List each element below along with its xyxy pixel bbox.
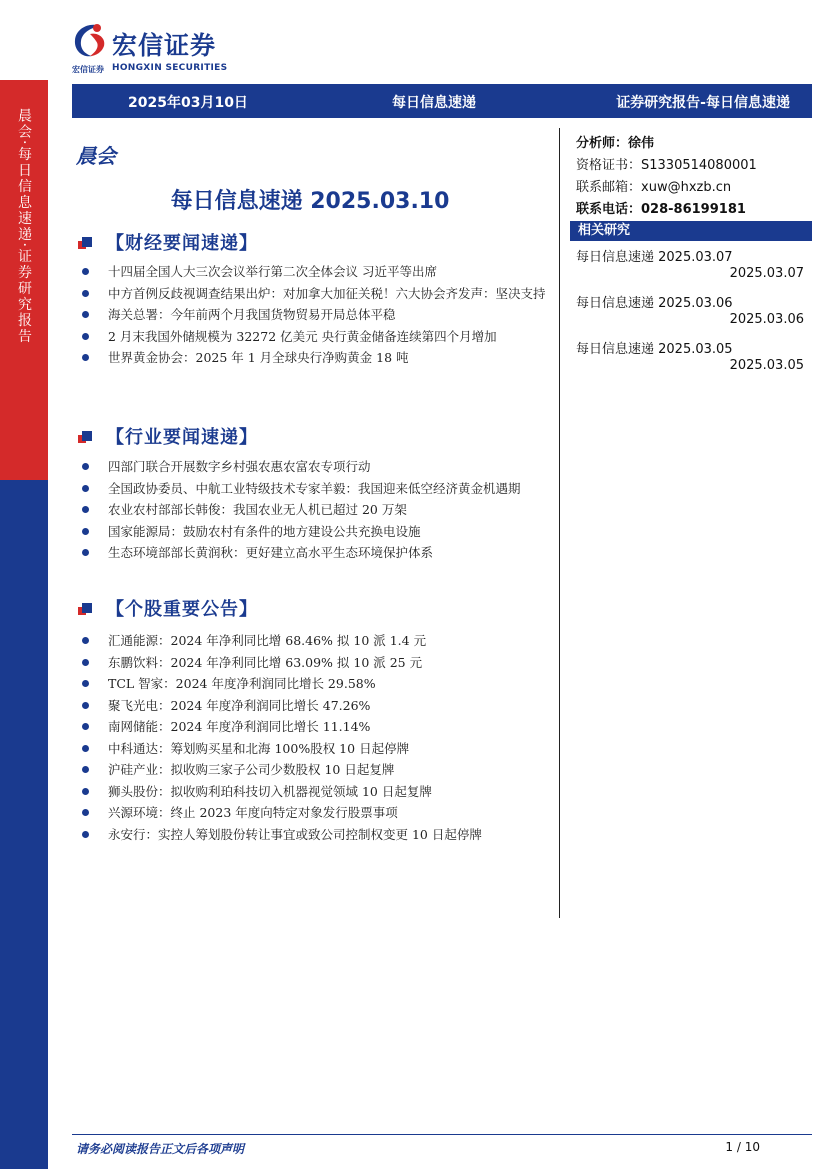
related-item[interactable] xyxy=(576,244,806,290)
section-title: 【财经要闻速递】 xyxy=(106,233,258,254)
related-item[interactable] xyxy=(576,290,806,336)
email-label: 联系邮箱： xyxy=(576,180,642,195)
bullet-icon xyxy=(82,831,89,838)
related-research-header: 相关研究 xyxy=(570,221,812,241)
bullet-icon xyxy=(82,702,89,709)
company-logo xyxy=(68,20,268,75)
section-header-finance xyxy=(78,228,258,256)
related-item[interactable] xyxy=(576,336,806,382)
phone-row xyxy=(576,199,812,221)
list-item: 农业农村部部长韩俊：我国农业无人机已超过 20 万架 xyxy=(80,499,546,521)
side-banner xyxy=(0,80,48,480)
cert-label: 资格证书： xyxy=(576,158,642,173)
footer-divider xyxy=(72,1134,812,1135)
page-number: 1 / 10 xyxy=(725,1140,760,1154)
list-item: 中方首例反歧视调查结果出炉：对加拿大加征关税！六大协会齐发声：坚决支持 xyxy=(80,283,546,305)
list-item: 聚飞光电：2024 年度净利润同比增长 47.26% xyxy=(80,695,546,717)
analyst-name: 徐伟 xyxy=(628,136,655,151)
list-item: 汇通能源：2024 年净利同比增 68.46% 拟 10 派 1.4 元 xyxy=(80,630,546,652)
section-marker-icon xyxy=(78,428,94,444)
bullet-icon xyxy=(82,809,89,816)
logo-mark-icon xyxy=(70,20,110,64)
list-item: 中科通达：筹划购买星和北海 100%股权 10 日起停牌 xyxy=(80,738,546,760)
news-list-stocks xyxy=(80,630,546,845)
list-item: 狮头股份：拟收购利珀科技切入机器视觉领域 10 日起复牌 xyxy=(80,781,546,803)
section-header-industry xyxy=(78,422,258,450)
bullet-icon xyxy=(82,463,89,470)
bullet-icon xyxy=(82,680,89,687)
related-item-date: 2025.03.07 xyxy=(729,266,804,281)
list-item: TCL 智家：2024 年度净利润同比增长 29.58% xyxy=(80,673,546,695)
page-title: 每日信息速递 2025.03.10 xyxy=(170,189,450,214)
bullet-icon xyxy=(82,485,89,492)
list-item: 兴源环境：终止 2023 年度向特定对象发行股票事项 xyxy=(80,802,546,824)
bullet-icon xyxy=(82,766,89,773)
related-item-title[interactable]: 每日信息速递 2025.03.07 xyxy=(576,250,733,265)
logo-name: 宏信证券 xyxy=(112,31,217,60)
bullet-icon xyxy=(82,290,89,297)
list-item: 沪硅产业：拟收购三家子公司少数股权 10 日起复牌 xyxy=(80,759,546,781)
phone-label: 联系电话： xyxy=(576,202,642,217)
email-link[interactable]: xuw@hxzb.cn xyxy=(641,180,732,195)
logo-sub-cn: 宏信证券 xyxy=(72,65,104,74)
logo-sub-en: HONGXIN SECURITIES xyxy=(112,63,228,73)
bullet-icon xyxy=(82,311,89,318)
bullet-icon xyxy=(82,354,89,361)
bullet-icon xyxy=(82,549,89,556)
bullet-icon xyxy=(82,788,89,795)
list-item: 四部门联合开展数字乡村强农惠农富农专项行动 xyxy=(80,456,546,478)
list-item: 国家能源局：鼓励农村有条件的地方建设公共充换电设施 xyxy=(80,521,546,543)
side-banner-text: 晨会·每日信息速递·证券研究报告 xyxy=(16,108,32,345)
list-item: 永安行：实控人筹划股份转让事宜或致公司控制权变更 10 日起停牌 xyxy=(80,824,546,846)
header-right: 证券研究报告-每日信息速递 xyxy=(616,95,790,111)
related-item-date: 2025.03.05 xyxy=(729,358,804,373)
bullet-icon xyxy=(82,745,89,752)
related-item-date: 2025.03.06 xyxy=(729,312,804,327)
related-item-title[interactable]: 每日信息速递 2025.03.06 xyxy=(576,296,733,311)
email-row xyxy=(576,177,812,199)
section-header-stocks xyxy=(78,594,258,622)
related-item-title[interactable]: 每日信息速递 2025.03.05 xyxy=(576,342,733,357)
related-research-list xyxy=(576,244,806,382)
list-item: 生态环境部部长黄润秋：更好建立高水平生态环境保护体系 xyxy=(80,542,546,564)
list-item: 东鹏饮料：2024 年净利同比增 63.09% 拟 10 派 25 元 xyxy=(80,652,546,674)
bullet-icon xyxy=(82,333,89,340)
header-bar xyxy=(72,84,812,118)
list-item: 2 月末我国外储规模为 32272 亿美元 央行黄金储备连续第四个月增加 xyxy=(80,326,546,348)
news-list-industry xyxy=(80,456,546,564)
footer-disclaimer: 请务必阅读报告正文后各项声明 xyxy=(76,1142,245,1156)
list-item: 十四届全国人大三次会议举行第二次全体会议 习近平等出席 xyxy=(80,261,546,283)
column-divider xyxy=(559,128,560,918)
side-bar-blue xyxy=(0,480,48,1169)
analyst-label: 分析师： xyxy=(576,136,629,151)
cert-row xyxy=(576,155,812,177)
bullet-icon xyxy=(82,659,89,666)
news-list-finance xyxy=(80,261,546,369)
section-marker-icon xyxy=(78,234,94,250)
list-item: 南网储能：2024 年度净利润同比增长 11.14% xyxy=(80,716,546,738)
list-item: 全国政协委员、中航工业特级技术专家羊毅：我国迎来低空经济黄金机遇期 xyxy=(80,478,546,500)
report-category: 晨会 xyxy=(76,144,116,168)
analyst-name-row xyxy=(576,133,812,155)
phone-number: 028-86199181 xyxy=(641,202,746,217)
list-item: 海关总署：今年前两个月我国货物贸易开局总体平稳 xyxy=(80,304,546,326)
section-title: 【行业要闻速递】 xyxy=(106,427,258,448)
list-item: 世界黄金协会：2025 年 1 月全球央行净购黄金 18 吨 xyxy=(80,347,546,369)
bullet-icon xyxy=(82,723,89,730)
header-center: 每日信息速递 xyxy=(392,95,476,111)
analyst-info xyxy=(576,133,812,221)
cert-number: S1330514080001 xyxy=(641,158,757,173)
header-date: 2025年03月10日 xyxy=(128,95,248,111)
section-title: 【个股重要公告】 xyxy=(106,599,258,620)
bullet-icon xyxy=(82,637,89,644)
bullet-icon xyxy=(82,506,89,513)
section-marker-icon xyxy=(78,600,94,616)
bullet-icon xyxy=(82,268,89,275)
bullet-icon xyxy=(82,528,89,535)
